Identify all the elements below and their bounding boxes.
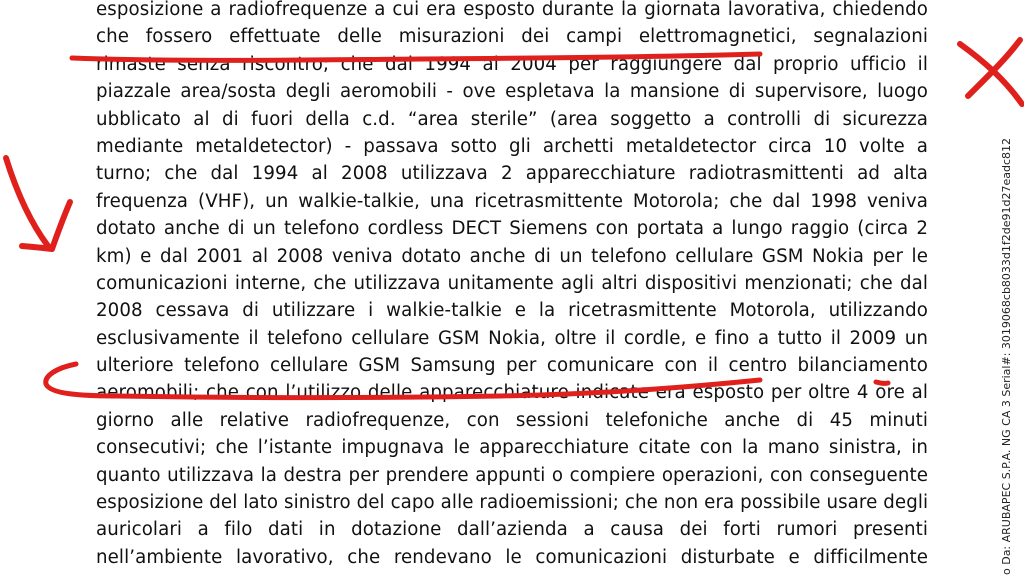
text-line-3: rimaste senza riscontro; che dal 1994 al 2004 per raggiungere dal proprio ufficio il <box>96 53 928 75</box>
text-line-21: nell’ambiente lavorativo, che rendevano le comunicazioni disturbate e difficilmente <box>96 546 928 568</box>
text-line-16: giorno alle relative radiofrequenze, con sessioni telefoniche anche di 45 minuti <box>96 409 928 431</box>
text-line-15: aeromobili; che con l’utilizzo delle apparecchiature indicate era esposto per oltre 4 ore al <box>96 382 928 404</box>
text-line-18: quanto utilizzava la destra per prendere appunti o compiere operazioni, con conseguente <box>96 464 928 486</box>
text-line-19: esposizione del lato sinistro del capo alle radioemissioni; che non era possibile usare degli <box>96 492 928 514</box>
text-line-4: piazzale area/sosta degli aeromobili - ove espletava la mansione di supervisore, luogo <box>96 81 928 103</box>
text-line-11: comunicazioni interne, che utilizzava unitamente agli altri dispositivi menzionati; che dal <box>96 272 928 294</box>
text-line-17: consecutivi; che l’istante impugnava le apparecchiature citate con la mano sinistra, in <box>96 437 928 459</box>
text-line-9: dotato anche di un telefono cordless DECT Siemens con portata a lungo raggio (circa 2 <box>96 218 928 240</box>
text-line-13: esclusivamente il telefono cellulare GSM Nokia, oltre il cordle, e fino a tutto il 2009 un <box>96 327 928 349</box>
text-line-14: ulteriore telefono cellulare GSM Samsung per comunicare con il centro bilanciamento <box>96 355 928 377</box>
text-line-5: ubblicato al di fuori della c.d. “area sterile” (area soggetto a controlli di sicurezza <box>96 108 928 130</box>
document-text <box>96 0 928 571</box>
arrow-head <box>22 202 70 249</box>
text-line-10: km) e dal 2001 al 2008 veniva dotato anche di un telefono cellulare GSM Nokia per le <box>96 245 928 267</box>
text-line-12: 2008 cessava di utilizzare i walkie-talkie e la ricetrasmittente Motorola, utilizzando <box>96 300 928 322</box>
text-line-20: auricolari a filo dati in dotazione dall’azienda a causa dei forti rumori presenti <box>96 519 928 541</box>
text-line-7: turno; che dal 1994 al 2008 utilizzava 2 apparecchiature radiotrasmittenti ad alta <box>96 163 928 185</box>
digital-signature-stamp: o Da: ARUBAPEC S.P.A. NG CA 3 Serial#: 3019068cb8033d1f2de91d27eadc812 <box>1000 137 1013 575</box>
text-line-2: che fossero effettuate delle misurazioni dei campi elettromagnetici, segnalazioni <box>96 26 928 48</box>
text-line-8: frequenza (VHF), un walkie-talkie, una ricetrasmittente Motorola; che dal 1998 veniva <box>96 190 928 212</box>
text-line-1: esposizione a radiofrequenze a cui era esposto durante la giornata lavorativa, chiedendo <box>96 0 928 20</box>
text-line-6: mediante metaldetector) - passava sotto gli archetti metaldetector circa 10 volte a <box>96 135 928 157</box>
arrow-shaft <box>6 158 48 246</box>
